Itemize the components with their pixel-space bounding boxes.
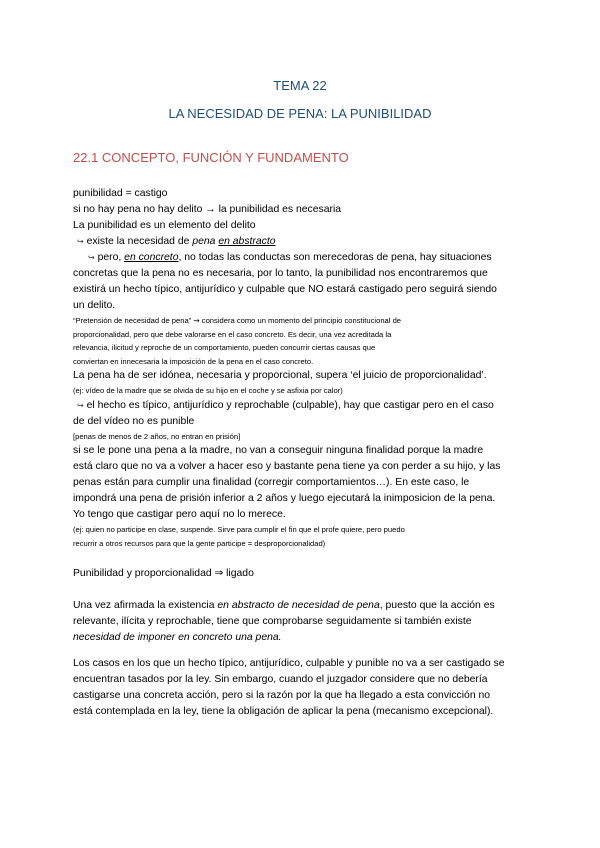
note-line: (ej: quien no participe en clase, suspende. Sirve para cumplir el fin que el profe quiere, pero puedo: [73, 525, 405, 534]
italic-text: pena: [192, 236, 216, 247]
text-line: un delito.: [73, 300, 116, 311]
spacer: [73, 646, 527, 656]
document-body: [73, 186, 527, 720]
text-span: Una vez afirmada la existencia: [73, 600, 218, 611]
note-line: conviertan en innecesaria la imposición de la pena en el caso concreto.: [73, 356, 314, 366]
text-span: , no todas las conductas son merecedoras de pena, hay situaciones: [178, 252, 492, 263]
text-line: está contemplada en la ley, tiene la obligación de aplicar la pena (mecanismo excepcional).: [73, 706, 494, 717]
section-heading: 22.1 CONCEPTO, FUNCIÓN Y FUNDAMENTO: [73, 150, 349, 165]
text-line: si no hay pena no hay delito → la punibilidad es necesaria: [73, 204, 342, 215]
underlined-italic-text: en abstracto: [218, 236, 276, 247]
chapter-subtitle: LA NECESIDAD DE PENA: LA PUNIBILIDAD: [168, 106, 432, 121]
text-line: [73, 250, 527, 266]
text-span: , puesto que la acción es: [379, 600, 495, 611]
text-line: [73, 398, 527, 414]
text-line: Yo tengo que castigar pero aquí no lo merece.: [73, 509, 286, 520]
note-line: “Pretensión de necesidad de pena” ⇝ considera como un momento del principio constitucional de: [73, 316, 402, 325]
spacer: [73, 582, 527, 598]
text-span: el hecho es típico, antijurídico y reprochable (culpable), hay que castigar pero en el caso: [83, 399, 494, 411]
text-line: punibilidad = castigo: [73, 188, 168, 199]
text-line: La punibilidad es un elemento del delito: [73, 220, 256, 231]
note-line: relevancia, ilicitud y reproche de un comportamiento, pueden concurrir ciertas causas que: [73, 343, 376, 352]
text-line: castigarse una concreta acción, pero si la razón por la que ha llegado a esta convicción no: [73, 690, 491, 701]
note-line: (ej: vídeo de la madre que se olvida de su hijo en el coche y se asfixia por calor): [73, 386, 343, 395]
text-line: penas están para cumplir una finalidad (corregir comportamientos…). En este caso, le: [73, 477, 470, 488]
note-line: recurrir a otros recursos para que la gente participe = desproporcionalidad): [73, 538, 326, 548]
hook-arrow-icon: ↪: [88, 253, 95, 262]
note-line: [penas de menos de 2 años, no entran en prisión]: [73, 431, 241, 441]
text-line: La pena ha de ser idónea, necesaria y proporcional, supera ‘el juicio de proporcionalidad’.: [73, 370, 487, 381]
text-line: está claro que no va a volver a hacer eso y bastante pena tiene ya con perder a su hijo, y las: [73, 461, 501, 472]
italic-text: en abstracto de necesidad de pena: [217, 600, 380, 611]
note-line: proporcionalidad, pero que debe valorarse en el caso concreto. Es decir, una vez acreditada la: [73, 329, 392, 339]
text-line: concretas que la pena no es necesaria, por lo tanto, la punibilidad nos encontraremos que: [73, 268, 488, 279]
text-span: existe la necesidad de: [83, 236, 193, 247]
text-line: existirá un hecho típico, antijurídico y culpable que NO estará castigado pero seguirá siendo: [73, 284, 497, 295]
text-line: si se le pone una pena a la madre, no van a conseguir ninguna finalidad porque la madre: [73, 445, 484, 456]
text-line: [73, 234, 527, 250]
underlined-italic-text: en concreto: [124, 252, 179, 263]
text-line: impondrá una pena de prisión inferior a 2 años y luego ejecutará la inimposicion de la pena.: [73, 493, 496, 504]
text-line: encuentran tasados por la ley. Sin embargo, cuando el juzgador considere que no debería: [73, 674, 488, 685]
chapter-title: TEMA 22: [273, 78, 327, 93]
spacer: [73, 550, 527, 566]
text-line: relevante, ilícita y reprochable, tiene que comprobarse seguidamente si también existe: [73, 616, 472, 627]
hook-arrow-icon: ↪: [77, 237, 84, 246]
text-line: Los casos en los que un hecho típico, antijurídico, culpable y punible no va a ser castigado se: [73, 658, 505, 669]
text-span: pero,: [94, 252, 125, 263]
text-line: de del vídeo no es punible: [73, 415, 195, 427]
text-line: [73, 598, 527, 614]
italic-line: necesidad de imponer en concreto una pena.: [73, 632, 282, 643]
text-line: Punibilidad y proporcionalidad ⇒ ligado: [73, 568, 254, 579]
hook-arrow-icon: ↪: [77, 400, 84, 410]
